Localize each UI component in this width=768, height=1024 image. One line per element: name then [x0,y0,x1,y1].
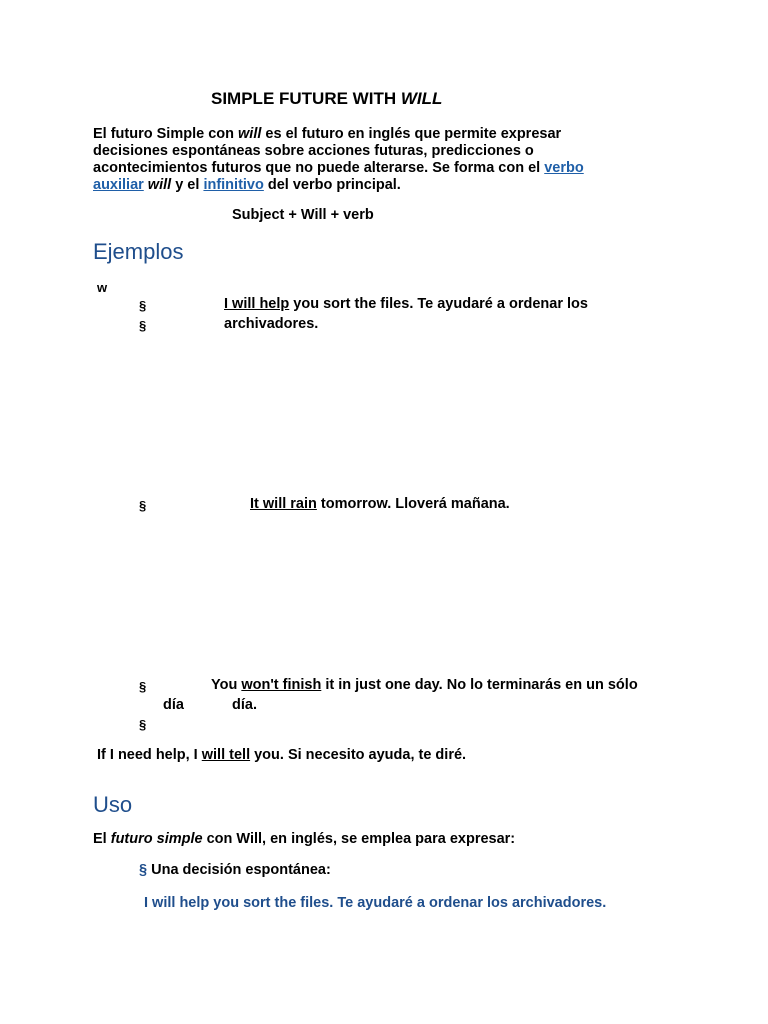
example-2-will: It will rain [250,496,317,512]
bullet-icon: § [139,318,147,333]
uso-intro-italic: futuro simple [110,831,203,847]
uso-example-1: I will help you sort the files. Te ayudaré a ordenar los archivadores. [144,895,607,911]
uso-item-1-text: Una decisión espontánea: [151,862,331,878]
example-3-text: it in just one day. No lo terminarás en un sólo [321,677,638,693]
intro-text: El futuro Simple con [93,126,239,142]
example-1 [224,296,588,312]
example-1-text: you sort the files. Te ayudaré a ordenar los [289,296,588,312]
title-italic: WILL [400,89,443,108]
example-4-pre: If I need help, I [97,747,202,763]
verbo-link[interactable]: verbo [544,160,584,176]
formula: Subject + Will + verb [232,207,374,223]
stray-letter: w [97,280,108,295]
heading-ejemplos: Ejemplos [93,239,184,264]
intro-text: acontecimientos futuros que no puede alterarse. Se forma con el [93,160,545,176]
example-4 [97,747,466,763]
intro-line-4 [93,177,653,194]
example-3-pre: You [211,677,242,693]
example-4-will: will tell [201,747,251,763]
bullet-icon: § [139,862,148,878]
example-4-text: you. Si necesito ayuda, te diré. [250,747,467,763]
example-2 [250,496,510,512]
intro-text: del verbo principal. [263,177,401,193]
title-text: SIMPLE FUTURE WITH [211,89,401,108]
example-3 [211,677,638,693]
intro-will: will [143,177,172,193]
example-1-will: I will help [224,296,290,312]
heading-uso: Uso [93,792,133,817]
infinitivo-link[interactable]: infinitivo [203,177,264,193]
bullet-icon: § [139,717,147,732]
example-2-text: tomorrow. Lloverá mañana. [316,496,510,512]
intro-text: es el futuro en inglés que permite expresar [261,126,562,142]
uso-item-1 [139,862,331,878]
intro-line-2: decisiones espontáneas sobre acciones futuras, predicciones o [93,143,534,159]
example-3-dia-2: día. [232,697,257,713]
uso-intro-text: con Will, en inglés, se emplea para expresar: [202,831,516,847]
intro-will: will [238,126,262,142]
intro-line-3 [93,160,653,177]
bullet-icon: § [139,679,147,694]
uso-intro-text: El [93,831,111,847]
uso-intro [93,831,515,847]
intro-line-1 [93,126,653,143]
example-1-line-2: archivadores. [224,316,319,332]
example-3-dia: día [163,697,184,713]
intro-text: y el [171,177,204,193]
example-3-wont: won't finish [241,677,322,693]
page-title [211,89,442,109]
bullet-icon: § [139,498,147,513]
bullet-icon: § [139,298,147,313]
intro-paragraph [93,126,653,194]
auxiliar-link[interactable]: auxiliar [93,177,144,193]
